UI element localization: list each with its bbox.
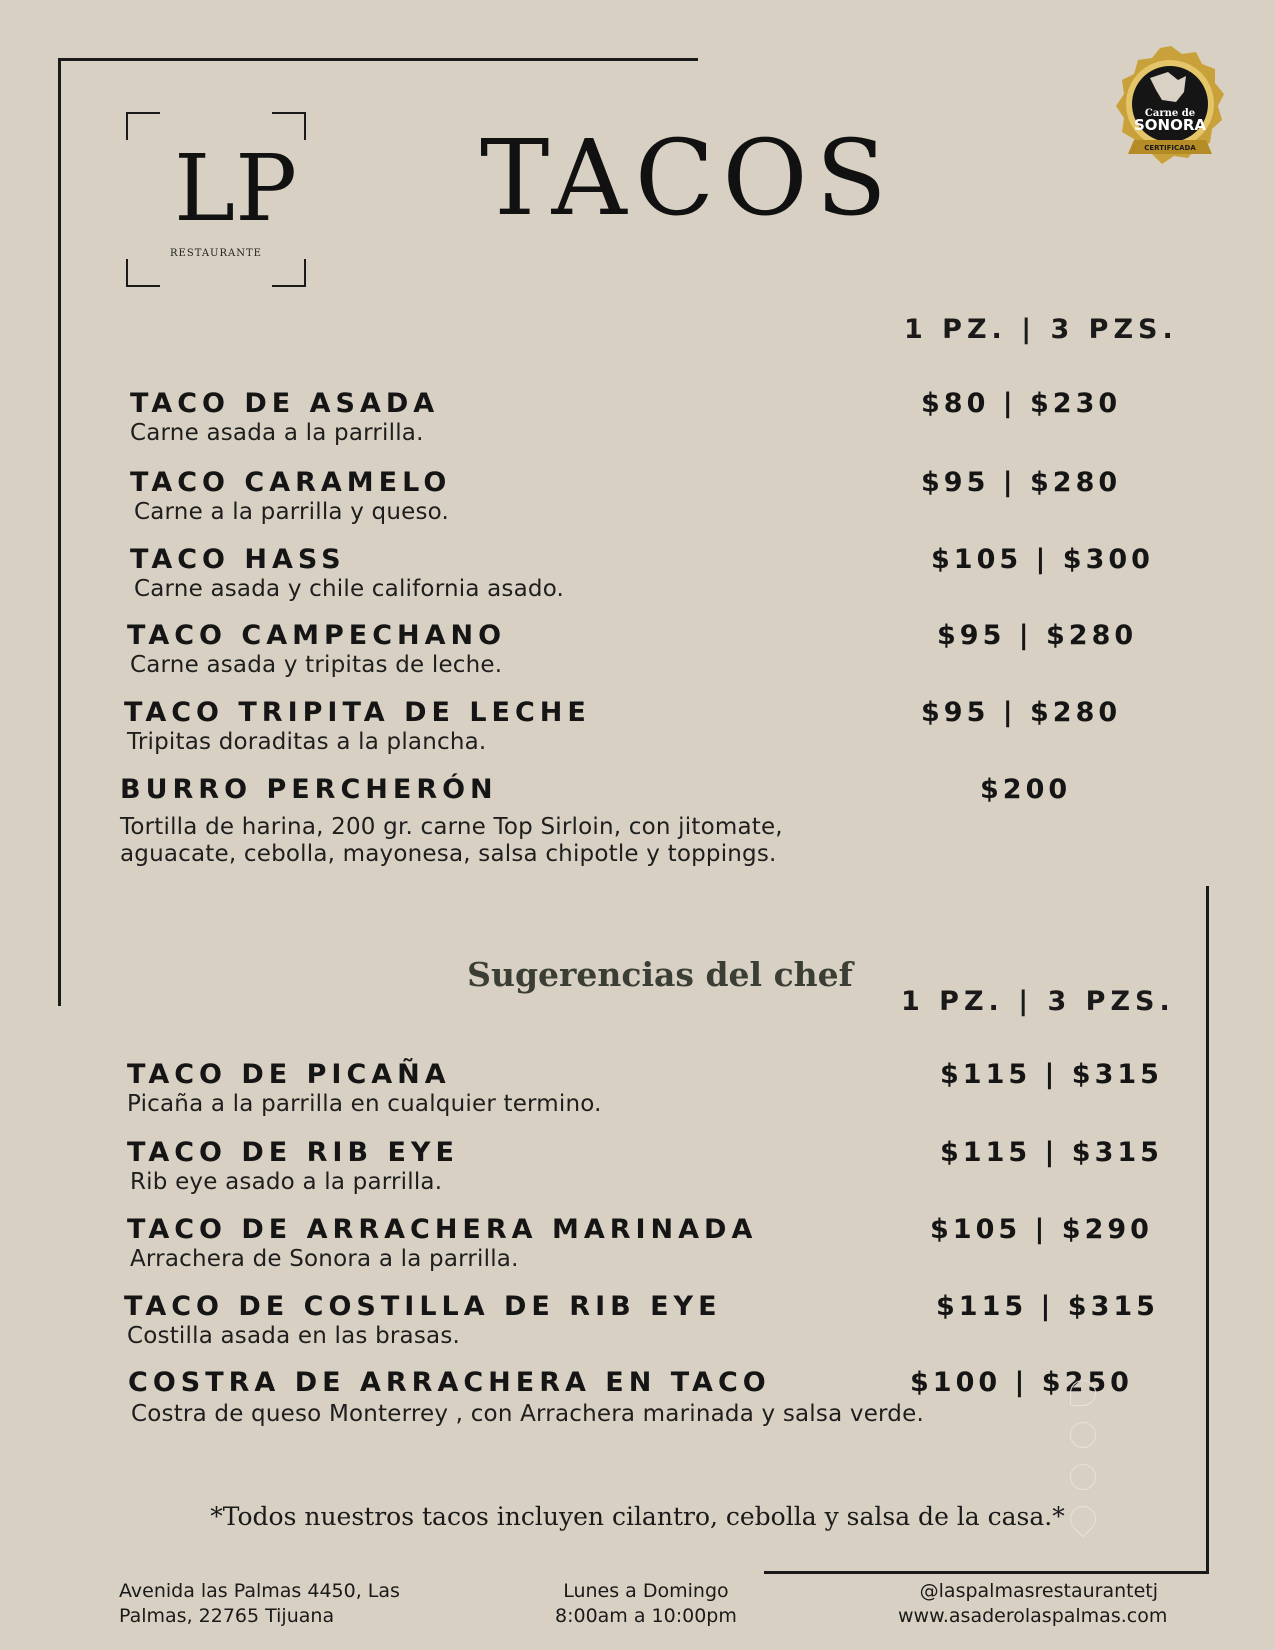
item-price: $95 | $280 bbox=[921, 697, 1122, 728]
item-price: $200 bbox=[980, 774, 1072, 805]
price-header: 1 PZ. | 3 PZS. bbox=[904, 314, 1178, 345]
item-price: $115 | $315 bbox=[936, 1291, 1159, 1322]
item-description: Costra de queso Monterrey , con Arrachera marinada y salsa verde. bbox=[131, 1401, 924, 1427]
website-link[interactable]: www.asaderolaspalmas.com bbox=[898, 1605, 1168, 1627]
item-name: TACO HASS bbox=[130, 544, 346, 575]
item-description: Costilla asada en las brasas. bbox=[127, 1323, 461, 1349]
price-header: 1 PZ. | 3 PZS. bbox=[901, 986, 1175, 1017]
item-name: TACO DE PICAÑA bbox=[127, 1059, 451, 1090]
frame-bottom-line bbox=[764, 1571, 1209, 1574]
lp-monogram-icon bbox=[170, 132, 297, 242]
svg-text:Carne de: Carne de bbox=[1144, 108, 1196, 119]
svg-text:LP: LP bbox=[174, 135, 297, 242]
item-description: aguacate, cebolla, mayonesa, salsa chipotle y toppings. bbox=[120, 841, 777, 867]
item-price: $95 | $280 bbox=[937, 620, 1138, 651]
footer-contact bbox=[898, 1579, 1168, 1629]
item-price: $105 | $300 bbox=[931, 544, 1154, 575]
menu-item bbox=[130, 388, 439, 447]
footer-address: Avenida las Palmas 4450, Las Palmas, 22765 Tijuana bbox=[119, 1580, 400, 1627]
menu-item bbox=[130, 467, 451, 526]
item-name: TACO TRIPITA DE LECHE bbox=[124, 697, 591, 728]
menu-item bbox=[128, 1367, 924, 1428]
svg-text:CERTIFICADA: CERTIFICADA bbox=[1144, 144, 1196, 152]
menu-note: *Todos nuestros tacos incluyen cilantro, cebolla y salsa de la casa.* bbox=[210, 1502, 1065, 1531]
clock-icon bbox=[1070, 1464, 1096, 1490]
item-description: Carne asada y chile california asado. bbox=[134, 576, 565, 602]
chat-icon bbox=[1070, 1380, 1096, 1406]
social-handle[interactable]: @laspalmasrestaurantetj bbox=[919, 1580, 1158, 1602]
frame-right-line bbox=[1206, 886, 1209, 1574]
menu-item bbox=[127, 1214, 757, 1273]
section-title: Sugerencias del chef bbox=[467, 955, 853, 994]
item-name: TACO CAMPECHANO bbox=[127, 620, 507, 651]
item-price: $95 | $280 bbox=[921, 467, 1122, 498]
frame-left-line bbox=[58, 58, 61, 1006]
item-description: Carne a la parrilla y queso. bbox=[134, 499, 450, 525]
globe-icon bbox=[1070, 1422, 1096, 1448]
menu-item bbox=[124, 1291, 722, 1350]
menu-item bbox=[127, 1137, 459, 1196]
item-name: TACO CARAMELO bbox=[130, 467, 452, 498]
item-description: Tortilla de harina, 200 gr. carne Top Sirloin, con jitomate, bbox=[120, 814, 783, 840]
item-name: COSTRA DE ARRACHERA EN TACO bbox=[128, 1367, 771, 1398]
item-description: Carne asada y tripitas de leche. bbox=[130, 652, 503, 678]
logo-subtitle: RESTAURANTE bbox=[170, 248, 262, 259]
menu-item bbox=[127, 1059, 602, 1118]
item-price: $80 | $230 bbox=[921, 388, 1122, 419]
item-description: Carne asada a la parrilla. bbox=[130, 420, 424, 446]
item-name: BURRO PERCHERÓN bbox=[120, 774, 498, 805]
frame-top-line bbox=[58, 58, 698, 61]
item-price: $115 | $315 bbox=[940, 1059, 1163, 1090]
item-name: TACO DE ARRACHERA MARINADA bbox=[127, 1214, 758, 1245]
item-name: TACO DE COSTILLA DE RIB EYE bbox=[124, 1291, 722, 1322]
page-title: TACOS bbox=[480, 117, 895, 239]
item-description: Tripitas doraditas a la plancha. bbox=[127, 729, 487, 755]
menu-item bbox=[120, 774, 783, 868]
item-name: TACO DE RIB EYE bbox=[127, 1137, 459, 1168]
menu-item bbox=[127, 620, 506, 679]
item-price: $105 | $290 bbox=[930, 1214, 1153, 1245]
menu-item bbox=[130, 544, 564, 603]
menu-item bbox=[124, 697, 591, 756]
item-description: Picaña a la parrilla en cualquier termino. bbox=[127, 1091, 602, 1117]
item-name: TACO DE ASADA bbox=[130, 388, 440, 419]
footer-hours: Lunes a Domingo 8:00am a 10:00pm bbox=[555, 1580, 737, 1627]
item-description: Arrachera de Sonora a la parrilla. bbox=[130, 1246, 519, 1272]
restaurant-logo bbox=[126, 112, 306, 287]
svg-text:SONORA: SONORA bbox=[1133, 116, 1207, 134]
item-price: $100 | $250 bbox=[910, 1367, 1133, 1398]
item-price: $115 | $315 bbox=[940, 1137, 1163, 1168]
item-description: Rib eye asado a la parrilla. bbox=[130, 1169, 443, 1195]
certified-seal-icon bbox=[1112, 44, 1230, 174]
